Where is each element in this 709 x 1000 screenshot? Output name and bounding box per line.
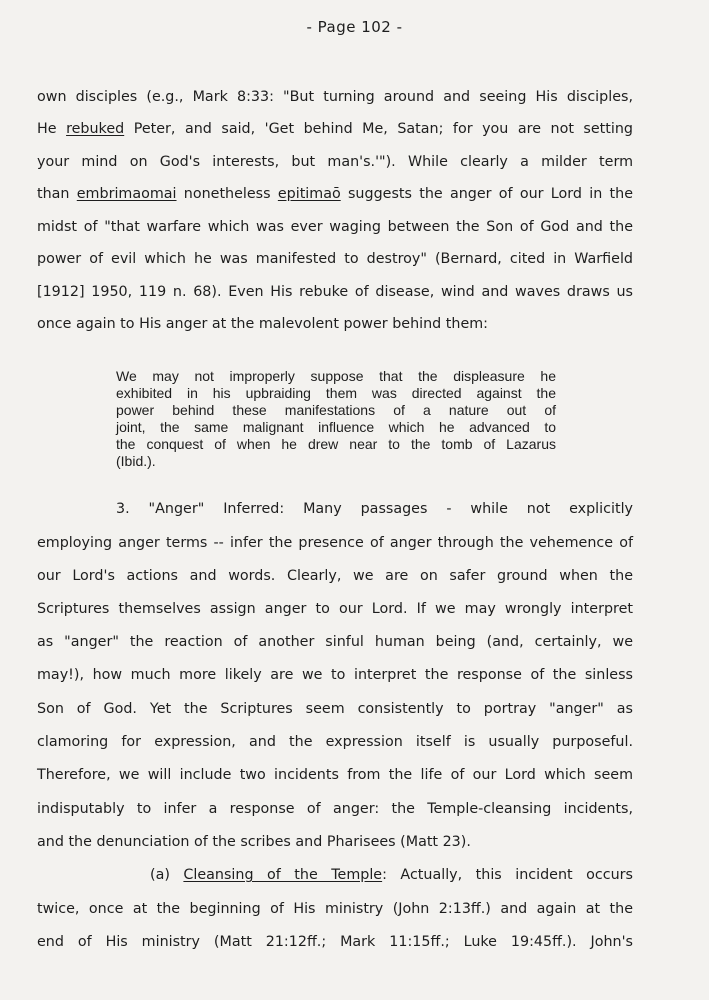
text-line: power of evil which he was manifested to destroy" (Bernard, cited in Warfield [37,251,633,267]
text-line: [1912] 1950, 119 n. 68). Even His rebuke of disease, wind and waves draws us [37,284,633,300]
text-line: our Lord's actions and words. Clearly, we are on safer ground when the [37,568,633,584]
text-line: and the denunciation of the scribes and Pharisees (Matt 23). [37,834,471,850]
quote-line: joint, the same malignant influence which he advanced to [116,419,556,435]
term-rebuked: rebuked [66,121,125,137]
quote-line: We may not improperly suppose that the displeasure he [116,368,556,384]
page-number: - Page 102 - [306,18,403,36]
section-heading-line: 3. "Anger" Inferred: Many passages - while not explicitly [116,501,633,517]
text-line: as "anger" the reaction of another sinful human being (and, certainly, we [37,634,633,650]
quote-line: (Ibid.). [116,453,156,469]
quote-line: the conquest of when he drew near to the tomb of Lazarus [116,436,556,452]
text-line: Therefore, we will include two incidents from the life of our Lord which seem [37,767,633,783]
text-line: end of His ministry (Matt 21:12ff.; Mark 11:15ff.; Luke 19:45ff.). John's [37,934,633,950]
text-line: once again to His anger at the malevolent power behind them: [37,316,489,332]
quote-line: power behind these manifestations of a nature out of [116,402,556,418]
text-line: midst of "that warfare which was ever waging between the Son of God and the [37,219,633,235]
text-line: your mind on God's interests, but man's.'"). While clearly a milder term [37,154,633,170]
text-line: indisputably to infer a response of anger: the Temple-cleansing incidents, [37,801,633,817]
text-line: may!), how much more likely are we to interpret the response of the sinless [37,667,633,683]
text-line: Son of God. Yet the Scriptures seem consistently to portray "anger" as [37,701,633,717]
subsection-title: Cleansing of the Temple [183,867,383,883]
term-embrimaomai: embrimaomai [76,186,177,202]
text-line: He rebuked Peter, and said, 'Get behind Me, Satan; for you are not setting [37,121,633,137]
text-line: twice, once at the beginning of His ministry (John 2:13ff.) and again at the [37,901,633,917]
text-line: than embrimaomai nonetheless epitimaō suggests the anger of our Lord in the [37,186,633,202]
term-epitimao: epitimaō [277,186,341,202]
text-line: employing anger terms -- infer the presence of anger through the vehemence of [37,535,633,551]
text-line: own disciples (e.g., Mark 8:33: "But turning around and seeing His disciples, [37,89,633,105]
text-line: Scriptures themselves assign anger to our Lord. If we may wrongly interpret [37,601,633,617]
text-line: clamoring for expression, and the expression itself is usually purposeful. [37,734,633,750]
quote-line: exhibited in his upbraiding them was directed against the [116,385,556,401]
subsection-heading-line: (a) Cleansing of the Temple: Actually, this incident occurs [150,867,633,883]
